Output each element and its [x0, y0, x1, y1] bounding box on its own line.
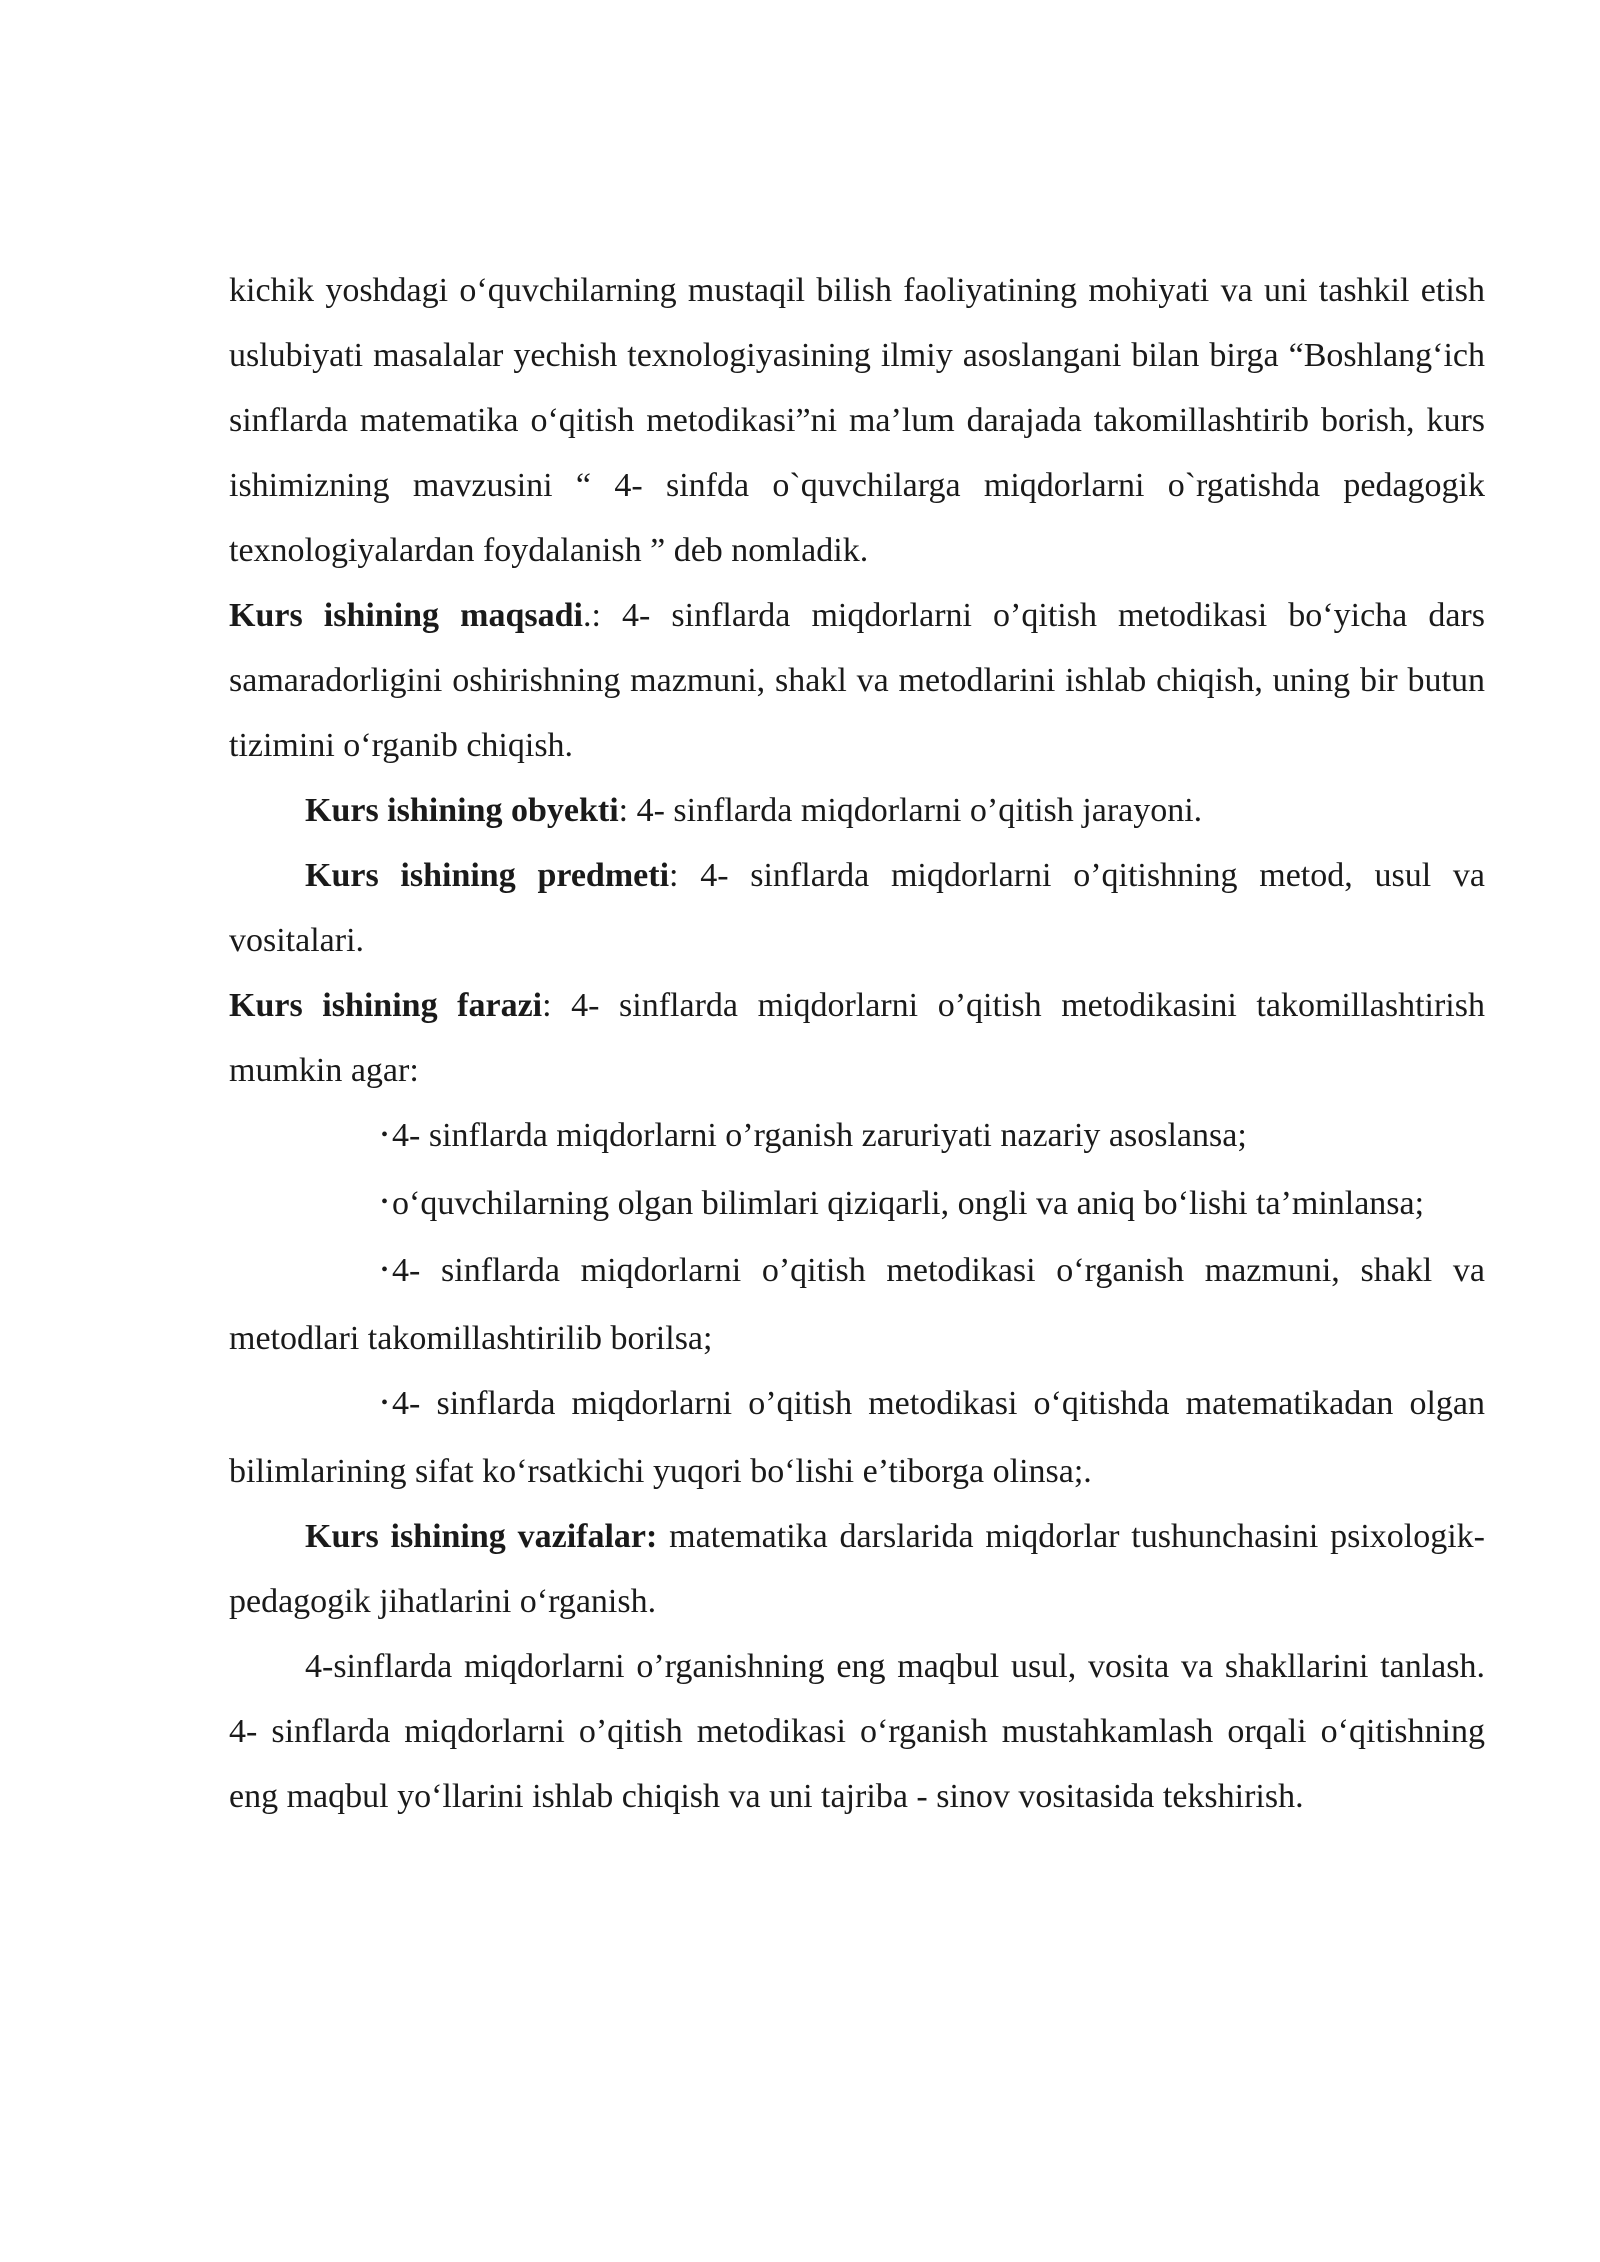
bullet-text: o‘quvchilarning olgan bilimlari qiziqarli, ongli va aniq bo‘lishi ta’minlansa; — [392, 1184, 1425, 1222]
obyekt-text: : 4- sinflarda miqdorlarni o’qitish jarayoni. — [618, 792, 1203, 829]
bullet-item — [229, 1103, 1485, 1171]
faraz-label: Kurs ishining farazi — [229, 987, 543, 1024]
bullet-icon: • — [381, 1191, 389, 1214]
maqsad-label: Kurs ishining maqsadi — [229, 597, 583, 634]
final-text: 4-sinflarda miqdorlarni o’rganishning eng maqbul usul, vosita va shakllarini tanlash. 4- sinflarda miqdorlarni o’qitish metodikasi o‘rganish mustahkamlash orqali o‘qitishning eng maqbul yo‘llarini ishlab chiqish va uni tajriba - sinov vositasida tekshirish. — [229, 1647, 1485, 1815]
vazifa-text: matematika darslarida miqdorlar tushunchasini psixologik-pedagogik jihatlarini o‘rganish. — [229, 1517, 1485, 1620]
bullet-text: 4- sinflarda miqdorlarni o’qitish metodikasi o‘qitishda matematikadan olgan bilimlarining sifat ko‘rsatkichi yuqori bo‘lishi e’tiborga olinsa;. — [229, 1385, 1485, 1490]
intro-text: kichik yoshdagi o‘quvchilarning mustaqil bilish faoliyatining mohiyati va uni tashkil etish uslubiyati masalalar yechish texnologiyasining ilmiy asoslangani bilan birga “Boshlang‘ich sinflarda matematika o‘qitish metodikasi”ni ma’lum darajada takomillashtirib borish, kurs ishimizning mavzusini “ 4- sinfda o`quvchilarga miqdorlarni o`rgatishda pedagogik texnologiyalardan foydalanish ” deb nomladik. — [229, 272, 1485, 569]
bullet-icon: • — [381, 1259, 389, 1282]
intro-paragraph — [229, 258, 1485, 583]
obyekt-paragraph — [229, 778, 1485, 843]
maqsad-text: .: 4- sinflarda miqdorlarni o’qitish metodikasi bo‘yicha dars samaradorligini oshirishning mazmuni, shakl va metodlarini ishlab chiqish, uning bir butun tizimini o‘rganib chiqish. — [229, 597, 1485, 764]
predmet-text: : 4- sinflarda miqdorlarni o’qitishning metod, usul va vositalari. — [229, 857, 1485, 959]
predmet-paragraph — [229, 843, 1485, 973]
document-page — [229, 258, 1485, 1829]
faraz-paragraph — [229, 973, 1485, 1103]
predmet-label: Kurs ishining predmeti — [305, 857, 670, 894]
bullet-item — [229, 1371, 1485, 1504]
obyekt-label: Kurs ishining obyekti — [305, 792, 619, 829]
vazifa-paragraph — [229, 1504, 1485, 1634]
faraz-text: : 4- sinflarda miqdorlarni o’qitish metodikasini takomillashtirish mumkin agar: — [229, 987, 1485, 1089]
bullet-item — [229, 1238, 1485, 1371]
bullet-text: 4- sinflarda miqdorlarni o’rganish zaruriyati nazariy asoslansa; — [392, 1117, 1247, 1154]
bullet-icon: • — [381, 1123, 389, 1146]
vazifa-label: Kurs ishining vazifalar: — [305, 1517, 658, 1555]
bullet-item — [229, 1171, 1485, 1239]
bullet-text: 4- sinflarda miqdorlarni o’qitish metodikasi o‘rganish mazmuni, shakl va metodlari takomillashtirilib borilsa; — [229, 1252, 1485, 1358]
bullet-icon: • — [381, 1391, 389, 1414]
final-paragraph — [229, 1634, 1485, 1829]
maqsad-paragraph — [229, 583, 1485, 778]
